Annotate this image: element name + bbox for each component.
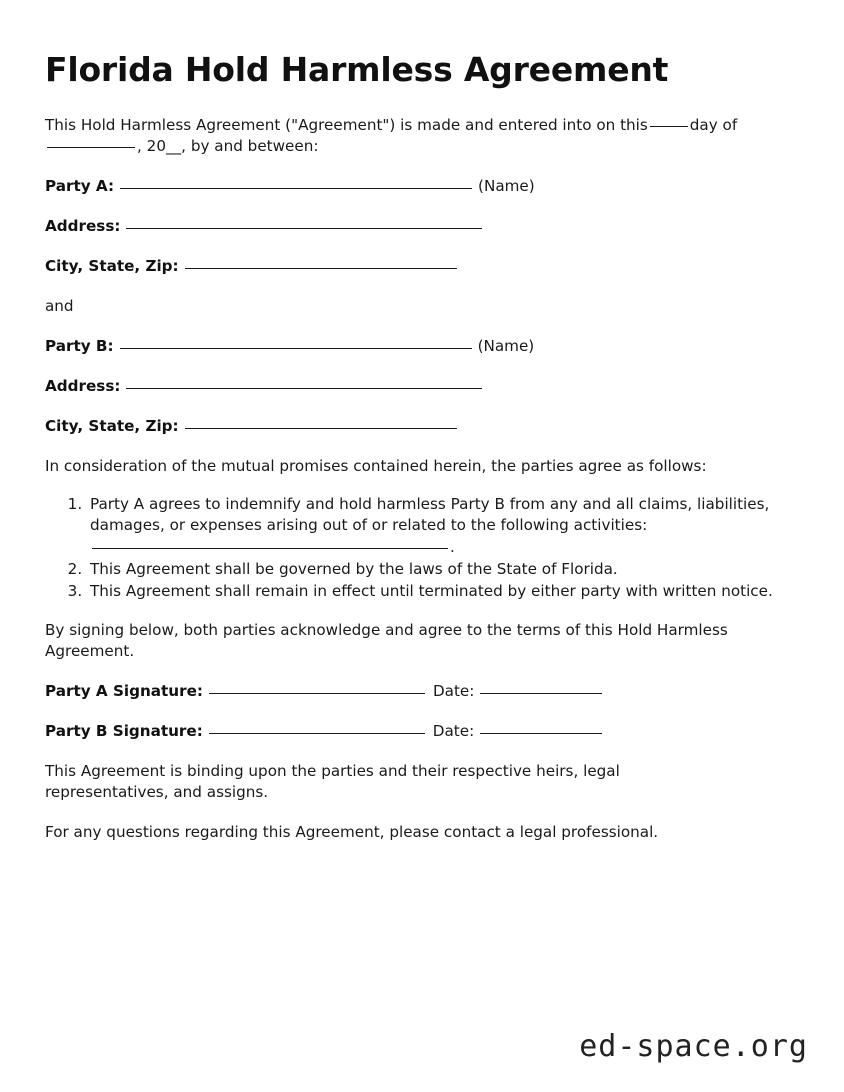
party-a-address-row <box>45 216 799 237</box>
activities-blank[interactable] <box>92 548 448 549</box>
intro-text-after-day: day of <box>689 115 738 134</box>
party-a-name-row <box>45 176 799 197</box>
party-b-address-label: Address: <box>45 376 121 395</box>
intro-text-after-month: , 20__, by and between: <box>137 136 319 155</box>
term-text: This Agreement shall remain in effect until terminated by either party with written notice. <box>90 581 773 600</box>
consideration-paragraph: In consideration of the mutual promises contained herein, the parties agree as follows: <box>45 456 707 475</box>
party-b-date-label: Date: <box>432 722 475 741</box>
party-b-city-label: City, State, Zip: <box>45 416 179 435</box>
party-a-signature-row <box>45 681 799 702</box>
contact-clause-paragraph: For any questions regarding this Agreement, please contact a legal professional. <box>45 823 659 842</box>
acknowledgement-paragraph: By signing below, both parties acknowledge and agree to the terms of this Hold Harmless Agreement. <box>45 621 728 661</box>
party-a-date-blank[interactable] <box>480 693 602 694</box>
page-title: Florida Hold Harmless Agreement <box>45 50 669 89</box>
document-body <box>45 52 799 862</box>
party-a-name-suffix: (Name) <box>478 176 535 195</box>
party-b-city-blank[interactable] <box>185 428 457 429</box>
intro-text-before-day: This Hold Harmless Agreement ("Agreement") is made and entered into on this <box>45 115 648 134</box>
party-b-date-blank[interactable] <box>480 733 602 734</box>
list-item <box>87 581 799 602</box>
term-blank-wrapper <box>90 537 799 558</box>
party-b-name-suffix: (Name) <box>477 336 535 355</box>
party-b-signature-blank[interactable] <box>209 733 425 734</box>
party-a-name-blank[interactable] <box>120 188 472 189</box>
party-a-name-label: Party A: <box>45 176 115 195</box>
party-a-address-label: Address: <box>45 216 121 235</box>
list-item <box>87 494 799 558</box>
party-a-signature-label: Party A Signature: <box>45 682 203 701</box>
month-blank[interactable] <box>47 147 135 148</box>
party-b-address-blank[interactable] <box>126 388 482 389</box>
party-b-name-label: Party B: <box>45 336 114 355</box>
conjunction-and: and <box>45 296 74 315</box>
party-b-signature-row <box>45 721 799 742</box>
terms-list <box>45 494 799 602</box>
footer-watermark: ed-space.org <box>579 1029 808 1064</box>
binding-clause-paragraph: This Agreement is binding upon the parties and their respective heirs, legal representatives, and assigns. <box>45 762 620 802</box>
party-b-address-row <box>45 376 799 397</box>
party-a-address-blank[interactable] <box>126 228 482 229</box>
intro-paragraph <box>45 115 799 157</box>
term-text: This Agreement shall be governed by the laws of the State of Florida. <box>90 559 618 578</box>
day-blank[interactable] <box>650 126 688 127</box>
party-b-signature-label: Party B Signature: <box>45 722 203 741</box>
list-item <box>87 559 799 580</box>
party-a-city-blank[interactable] <box>185 268 457 269</box>
term-blank-suffix: . <box>450 537 455 556</box>
party-b-name-blank[interactable] <box>120 348 472 349</box>
party-a-signature-blank[interactable] <box>209 693 425 694</box>
term-text: Party A agrees to indemnify and hold harmless Party B from any and all claims, liabilities, damages, or expenses arising out of or related to the following activities: <box>90 494 770 534</box>
party-b-city-row <box>45 416 799 437</box>
party-a-city-label: City, State, Zip: <box>45 256 179 275</box>
party-b-name-row <box>45 336 799 357</box>
party-a-city-row <box>45 256 799 277</box>
party-a-date-label: Date: <box>432 682 475 701</box>
